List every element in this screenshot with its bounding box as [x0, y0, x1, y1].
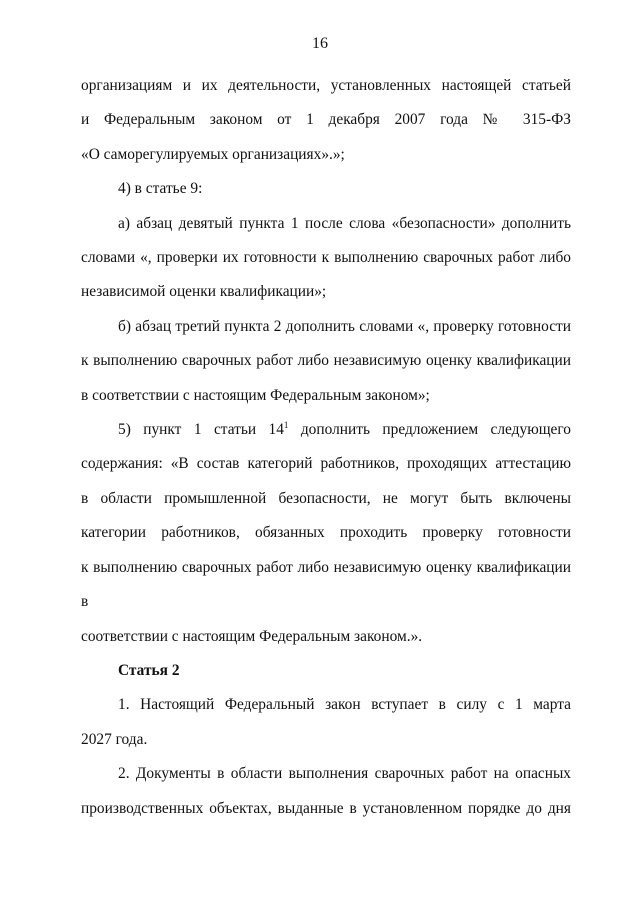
- text-line: в соответствии с настоящим Федеральным законом»;: [81, 386, 430, 404]
- text-line: 2027 года.: [81, 730, 148, 748]
- text-line-with-superscript: [81, 413, 571, 447]
- text-line: словами «, проверки их готовности к выполнению сварочных работ либо: [81, 249, 571, 267]
- text-line: б) абзац третий пункта 2 дополнить словами «, проверку готовности: [118, 317, 571, 335]
- page-number: 16: [312, 35, 328, 52]
- text-line: 1. Настоящий Федеральный закон вступает в силу с 1 марта: [118, 696, 571, 714]
- text-line: «О саморегулируемых организациях».»;: [81, 145, 345, 163]
- text-line: в области промышленной безопасности, не могут быть включены: [81, 489, 571, 507]
- text-line: соответствии с настоящим Федеральным законом.».: [81, 627, 423, 645]
- document-body: [81, 69, 571, 826]
- text-line: независимой оценки квалификации»;: [81, 283, 327, 301]
- text-fragment: 5) пункт 1 статьи 14: [118, 421, 284, 439]
- text-line: содержания: «В состав категорий работников, проходящих аттестацию: [81, 455, 571, 473]
- text-line: организациям и их деятельности, установленных настоящей статьей: [81, 77, 571, 94]
- text-line: категории работников, обязанных проходить проверку готовности: [81, 524, 571, 542]
- section-heading: Статья 2: [118, 661, 180, 679]
- text-line: к выполнению сварочных работ либо независимую оценку квалификации: [81, 352, 571, 370]
- text-line: и Федеральным законом от 1 декабря 2007 года № 315-ФЗ: [81, 111, 571, 129]
- text-line: а) абзац девятый пункта 1 после слова «безопасности» дополнить: [118, 214, 571, 232]
- superscript: 1: [283, 420, 289, 431]
- text-fragment: дополнить предложением следующего: [288, 421, 571, 439]
- text-line: 2. Документы в области выполнения сварочных работ на опасных: [118, 765, 571, 783]
- list-item-heading: 4) в статье 9:: [118, 180, 203, 198]
- text-line: к выполнению сварочных работ либо независимую оценку квалификации в: [81, 558, 571, 611]
- text-line: производственных объектах, выданные в установленном порядке до дня: [81, 799, 571, 817]
